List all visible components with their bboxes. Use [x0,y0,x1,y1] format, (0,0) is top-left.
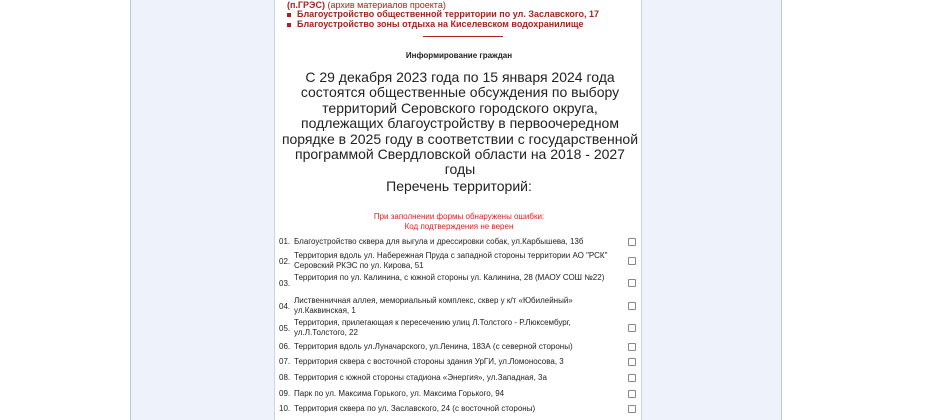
error-message: Код подтверждения не верен [404,222,514,231]
territory-label: Парк по ул. Максима Горького, ул. Максима Горького, 94 [294,389,505,398]
territories-heading: Перечень территорий: [386,178,532,194]
territory-label: Территория сквера с восточной стороны здания УрГИ, ул.Ломоносова, 3 [294,357,564,366]
territory-number: 05. [279,324,291,333]
territory-number: 10. [279,404,291,413]
territory-label: Территория вдоль ул. Набережная Пруда с западной стороны территории АО "РСК" Серовский РКЭС по ул. Кирова, 51 [294,251,608,270]
territory-number: 08. [279,373,291,382]
main-content [274,0,642,420]
territory-label: Благоустройство сквера для выгула и дрессировки собак, ул.Карбышева, 13б [294,237,584,246]
territory-label: Территория сквера по ул. Заславского, 24 (с восточной стороны) [294,404,536,413]
right-sidebar [642,0,782,420]
form-errors [275,212,643,232]
project-link-label[interactable]: Благоустройство зоны отдыха на Киселевском водохранилище [297,19,584,29]
territory-checkbox[interactable] [628,405,636,413]
territory-number: 03. [279,279,291,288]
territory-checkbox[interactable] [628,324,636,332]
territory-number: 07. [279,357,291,366]
territory-number: 09. [279,389,291,398]
section-title: Информирование граждан [405,51,513,60]
territory-checkbox[interactable] [628,374,636,382]
project-archive-note[interactable]: (архив материалов проекта) [327,0,446,10]
project-link-label[interactable]: (п.ГРЭС) [287,0,325,10]
territory-checkbox[interactable] [628,390,636,398]
territory-label: Территория вдоль ул.Луначарского, ул.Ленина, 183А (с северной стороны) [294,342,573,351]
territory-checkbox[interactable] [628,279,636,287]
left-sidebar [130,0,275,420]
territory-checkbox[interactable] [628,358,636,366]
territory-label: Территория, прилегающая к пересечению улиц Л.Толстого - Р.Люксембург, ул.Л.Толстого, 22 [294,318,571,337]
territory-label: Территория с южной стороны стадиона «Энергия», ул.Западная, 3а [294,373,547,382]
project-link-3[interactable] [287,19,584,30]
error-title: При заполнении формы обнаружены ошибки: [373,212,545,221]
territory-checkbox[interactable] [628,257,636,265]
project-link-label[interactable]: Благоустройство общественной территории по ул. Заславского, 17 [297,9,600,19]
territory-label: Территория по ул. Калинина, с южной стороны ул. Калинина, 28 (МАОУ СОШ №22) [294,273,605,282]
bullet-icon [287,23,291,27]
territory-number: 06. [279,342,291,351]
bullet-icon [287,13,291,17]
territory-checkbox[interactable] [628,302,636,310]
separator-line [423,36,503,37]
territory-label: Лиственничная аллея, мемориальный комплекс, сквер у к/т «Юбилейный» ул.Каквинская, 1 [294,296,573,315]
territory-number: 04. [279,302,291,311]
territory-number: 02. [279,257,291,266]
territory-checkbox[interactable] [628,238,636,246]
territory-checkbox[interactable] [628,343,636,351]
territory-number: 01. [279,237,291,246]
announcement-text: С 29 декабря 2023 года по 15 января 2024 года состоятся общественные обсуждения по выбору территорий Серовского городского округа, подлежащих благоустройству в первоочередном порядке в 2025 году в соответствии с государственной программой Свердловской области на 2018 - 2027 годы [281,69,639,178]
